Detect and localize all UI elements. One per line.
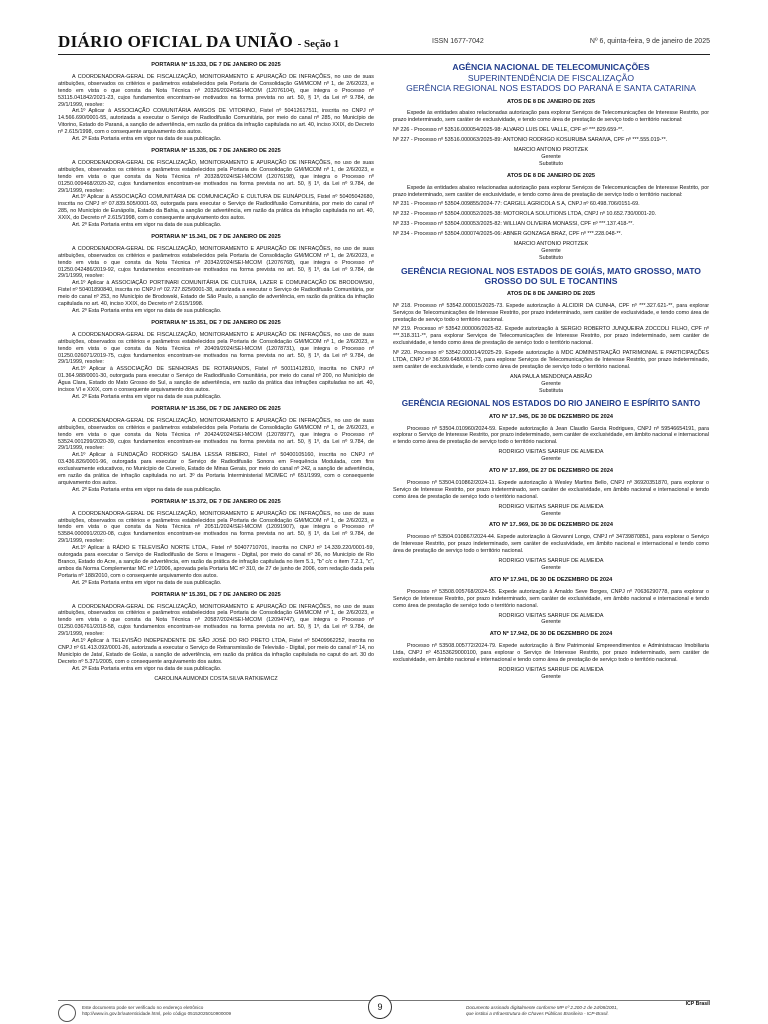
signature-role: Gerente — [541, 510, 561, 517]
ato-title: ATO Nº 17..945, DE 30 DE DEZEMBRO DE 2024 — [488, 413, 613, 420]
page-header — [58, 30, 710, 55]
signature-name: RODRIGO VIEITAS SARRUF DE ALMEIDA — [498, 503, 604, 510]
portaria-body: A COORDENADORA-GERAL DE FISCALIZAÇÃO, MONITORAMENTO E APURAÇÃO DE INFRAÇÕES, no uso de suas atribuições, observados os critérios e parâmetros estabelecidos pela Portaria de Consolidação GM/MCOM nº 1, de 2/6/2023, e tendo em vista o que consta da Nota Técnica nº 20424/2024/SEI-MCOM (12078977), que integra o Processo nº 53524.001299/2020-39, cujos fundamentos encontram-se motivados na forma prevista no art. 50, § 1º, da Lei nº 9.784, de 29/1/1999, resolve: — [58, 417, 374, 452]
portaria-title: PORTARIA Nº 15.333, DE 7 DE JANEIRO DE 2025 — [151, 62, 281, 68]
ato-body: Processo nº 53504.010862/2024-11. Expede autorização à Wesley Martins Bello, CNPJ nº 36920351870, para explorar o Serviço de Interesse Restrito, por prazo indeterminado, sem caráter de exclusividade, em âmbito nacional e internacional e tendo como área de prestação de serviço todo o território nacional. — [393, 479, 709, 500]
ato-item: Nº 219. Processo nº 53542.000006/2025-82. Expede autorização à SERGIO ROBERTO JUNQUEIRA ZOCCOLI FILHO, CPF nº ***.318.311-**, para explorar Serviços de Telecomunicações de Interesse Restrito, por prazo indeterminado, sem caráter de exclusividade, e tendo como área de prestação de serviço todo o território nacional. — [393, 326, 709, 347]
atos-title: ATOS DE 8 DE JANEIRO DE 2025 — [506, 98, 596, 105]
footer-line: Este documento pode ser verificado no endereço eletrônico — [82, 1005, 204, 1010]
portaria-body: A COORDENADORA-GERAL DE FISCALIZAÇÃO, MONITORAMENTO E APURAÇÃO DE INFRAÇÕES, no uso de suas atribuições, observados os critérios e parâmetros estabelecidos pela Portaria de Consolidação GM/MCOM nº 1, de 2/6/2023, e tendo em vista o que consta da Nota Técnica nº 20342/2024/SEI-MCOM (12076768), que integra o Processo nº 01250.042486/2019-92, cujos fundamentos encontram-se motivados na forma prevista no art. 50, § 1º, da Lei nº 9.784, de 29/1/1999, resolve: — [58, 245, 374, 280]
portaria-art1: Art.1º Aplicar à TELEVISÃO INDEPENDENTE DE SÃO JOSÉ DO RIO PRETO LTDA, Fistel nº 50409962252, inscrita no CNPJ nº 61.413.092/0001-26, autorizada a executar o Serviço de Retransmissão de Televisão - Digital, por meio do canal nº 14, no Município de Jataí, Estado de Goiás, a sanção de advertência, em razão da prática da infração capitulada no caput do art. 30 do Decreto nº 5.371/2005, com o consequente arquivamento dos autos. — [58, 638, 374, 665]
atos-title: ATOS DE 8 DE JANEIRO DE 2025 — [506, 290, 596, 297]
page-footer — [58, 1000, 710, 1021]
ato-title: ATO Nº 17.941, DE 30 DE DEZEMBRO DE 2024 — [489, 576, 613, 583]
portaria-art2: Art. 2º Esta Portaria entra em vigor na data de sua publicação. — [72, 393, 222, 400]
rj-ato — [393, 522, 709, 571]
section-label: - Seção 1 — [297, 38, 340, 50]
ato-item: Nº 232 - Processo nº 53504.000052/2025-38: MOTOROLA SOLUTIONS LTDA, CNPJ nº 10.652.730/0001-20. — [393, 211, 657, 218]
portaria-art2: Art. 2º Esta Portaria entra em vigor na data de sua publicação. — [72, 222, 222, 229]
signature-name: RODRIGO VIEITAS SARRUF DE ALMEIDA — [498, 666, 604, 673]
atos-intro: Expede às entidades abaixo relacionadas autorização para explorar Serviços de Telecomunicações de Interesse Restrito, por prazo indeterminado, sem caráter de exclusividade, e tendo como área de prestação de serviço todo o território nacional: — [393, 184, 709, 198]
ato-item: Nº 233 - Processo nº 53504.000053/2025-82: WILLIAN OLIVEIRA MONASSI, CPF nº ***.137.418-**. — [393, 221, 634, 228]
portaria-art2: Art. 2º Esta Portaria entra em vigor na data de sua publicação. — [72, 136, 222, 143]
signature-name: RODRIGO VIEITAS SARRUF DE ALMEIDA — [498, 612, 604, 619]
portaria-art1: Art.1º Aplicar à ASSOCIAÇÃO COMUNITÁRIA DE COMUNICAÇÃO E CULTURA DE EUNÁPOLIS, Fistel nº 50405042680, inscrita no CNPJ nº 07.839.505/0001-93, outorgada para executar o Serviço de Radiodifusão Comunitária, por meio do canal nº 285, no Município de Eunápolis, Estado da Bahia, a sanção de advertência, em razão da prática da infração capitulada no art. 40, XXIX, do Decreto nº 2.615/1998, com o consequente arquivamento dos autos. — [58, 194, 374, 222]
icp-brasil-logo: ICP Brasil — [685, 1001, 710, 1007]
portaria-15341 — [58, 234, 374, 315]
portaria-15372 — [58, 499, 374, 587]
rj-ato — [393, 631, 709, 680]
signature-role: Gerente — [541, 673, 561, 680]
page-number: 9 — [368, 995, 392, 1019]
footer-verification — [82, 1005, 382, 1017]
signature-name: MARCIO ANTONIO PROTZEK — [513, 241, 589, 248]
rj-ato — [393, 577, 709, 626]
atos-title: ATOS DE 8 DE JANEIRO DE 2025 — [506, 172, 596, 179]
portaria-body: A COORDENADORA-GERAL DE FISCALIZAÇÃO, MONITORAMENTO E APURAÇÃO DE INFRAÇÕES, no uso de suas atribuições, observados os critérios e parâmetros estabelecidos pela Portaria de Consolidação GM/MCOM nº 1, de 2/6/2023, e tendo em vista o que consta da Nota Técnica nº 20587/2024/SEI-MCOM (12094747), que integra o Processo nº 01250.036761/2018-58, cujos fundamentos encontram-se motivados na forma prevista no art. 50, § 1º, da Lei nº 9.784, de 29/1/1999, resolve: — [58, 603, 374, 638]
ato-title: ATO Nº 17..899, DE 27 DE DEZEMBRO DE 2024 — [488, 468, 613, 475]
portaria-body: A COORDENADORA-GERAL DE FISCALIZAÇÃO, MONITORAMENTO E APURAÇÃO DE INFRAÇÕES, no uso de suas atribuições, observados os critérios e parâmetros estabelecidos pela Portaria de Consolidação GM/MCOM nº 1, de 2/6/2023, e tendo em vista o que consta da Nota Técnica nº 20328/2024/SEI-MCOM (12076198), que integra o Processo nº 01250.009468/2020-32, cujos fundamentos encontram-se motivados na forma prevista no art. 50, § 1º, da Lei nº 9.784, de 29/1/1999, resolve: — [58, 159, 374, 194]
footer-link[interactable]: http://www.in.gov.br/autenticidade.html, pelo código 05152025010900009 — [82, 1011, 232, 1016]
regional-heading-rj-es: GERÊNCIA REGIONAL NOS ESTADOS DO RIO JANEIRO E ESPÍRITO SANTO — [401, 398, 701, 408]
portaria-art2: Art. 2º Esta Portaria entra em vigor na data de sua publicação. — [72, 665, 222, 672]
portaria-art1: Art.1º Aplicar à FUNDAÇÃO RODRIGO SALIBA LESSA RIBEIRO, Fistel nº 50400105160, inscrita no CNPJ nº 03.436.826/0001-96, outorgada para executar o Serviço de Radiodifusão Sonora em Frequência Modulada, com fins exclusivamente educativos, no Município de Curvelo, Estado de Minas Gerais, por meio do canal nº 242, a sanção de advertência, em razão da prática de infração capitulada no art. 3º da Portaria Interministerial MC/MEC nº 651/1999, com o consequente arquivamento dos autos. — [58, 452, 374, 486]
portaria-art2: Art. 2º Esta Portaria entra em vigor na data de sua publicação. — [72, 308, 222, 314]
portaria-art1: Art.1º Aplicar à ASSOCIAÇÃO DE SENHORAS DE ROTARIANOS, Fistel nº 50011412810, inscrita no CNPJ nº 01.364.988/0001-30, outorgada para executar o Serviço de Radiodifusão Comunitária, por meio do canal nº 200, no Município de Água Clara, Estado do Mato Grosso do Sul, a sanção de advertência, em razão da prática das infrações capituladas no art. 40, incisos VI e XXIX, com o consequente arquivamento dos autos. — [58, 366, 374, 394]
atos-intro: Expede às entidades abaixo relacionadas autorização para explorar Serviços de Telecomunicações de Interesse Restrito, por prazo indeterminado, sem caráter de exclusividade, e tendo como área de prestação de serviço todo o território nacional: — [393, 110, 709, 124]
ato-item: Nº 218. Processo nº 53542.000015/2025-73. Expede autorização à ALCIDIR DA CUNHA, CPF nº ***.327.621-**, para explorar Serviços de Telecomunicações de Interesse Restrito, por prazo indeterminado, sem caráter de exclusividade, e tendo como área de prestação de serviço todo o território nacional. — [393, 302, 709, 323]
rj-ato — [393, 468, 709, 517]
signature-name: ANA PAULA MENDONÇA ABRÃO — [510, 373, 592, 380]
journal-title — [58, 32, 339, 52]
signature: CAROLINA AUMONDI COSTA SILVA RATKIEWICZ — [154, 675, 278, 682]
footer-signature-note — [466, 1005, 678, 1017]
issue-date: Nº 6, quinta-feira, 9 de janeiro de 2025 — [589, 38, 710, 45]
signature-name: RODRIGO VIEITAS SARRUF DE ALMEIDA — [498, 558, 604, 565]
signature-role: Gerente — [541, 565, 561, 571]
ato-body: Processo nº 53508.005772/2024-79. Expede autorização à Brw Patrimonial Empreendimentos e Administracao Imobiliaria Ltda, CNPJ nº 45153629000100, para explorar o Serviço de Interesse Restrito, por prazo indeterminado, sem caráter de exclusividade, em âmbito nacional e internacional e tendo como área de prestação de serviço todo o território nacional. — [393, 643, 709, 664]
agency-heading: AGÊNCIA NACIONAL DE TELECOMUNICAÇÕES — [452, 62, 650, 72]
left-column — [58, 62, 374, 683]
portaria-art1: Art.1º Aplicar à ASSOCIAÇÃO PORTINARI COMUNITÁRIA DE CULTURA, LAZER E COMUNICAÇÃO DE BRODOWSKI, Fistel nº 50401890840, inscrita no CNPJ nº 02.727.825/0001-38, autorizada a executar o Serviço de Radiodifusão Comunitária, por meio do canal nº 253, no Município de Brodowski, Estado de São Paulo, a sanção de advertência, em razão da prática da infração capitulada no art. 40, inciso XXIX, do Decreto nº 2.615/1998. — [58, 280, 374, 308]
journal-name: DIÁRIO OFICIAL DA UNIÃO — [58, 32, 294, 51]
signature-role: Gerente — [541, 456, 561, 463]
signature-role: Gerente — [541, 248, 561, 254]
signature-role: Substituto — [539, 254, 563, 261]
regional-heading-pr-sc: GERÊNCIA REGIONAL NOS ESTADOS DO PARANÁ E SANTA CATARINA — [406, 83, 696, 93]
issn: ISSN 1677-7042 — [432, 38, 484, 45]
ato-body: Processo nº 53508.005768/2024-55. Expede autorização à Arnaldo Seve Borges, CNPJ nº 70636290778, para explorar o Serviço de Interesse Restrito, por prazo indeterminado, sem caráter de exclusividade, em âmbito nacional e internacional e tendo como área de prestação de serviço todo o território nacional. — [393, 588, 709, 609]
ato-item: Nº 227 - Processo nº 53516.000063/2025-89: ANTONIO RODRIGO KOSURUBA SARAIVA, CPF nº ***.555.019-**. — [393, 137, 668, 144]
portaria-15335 — [58, 148, 374, 229]
signature-role: Substituto — [539, 160, 563, 167]
portaria-title: PORTARIA Nº 15.351, DE 7 DE JANEIRO DE 2025 — [151, 319, 281, 326]
footer-line: que institui a Infraestrutura de Chaves Públicas Brasileira - ICP-Brasil. — [466, 1011, 609, 1016]
superintendence-heading: SUPERINTENDÊNCIA DE FISCALIZAÇÃO — [467, 72, 635, 83]
portaria-art1: Art.1º Aplicar à RÁDIO E TELEVISÃO NORTE LTDA., Fistel nº 50407710701, inscrita no CNPJ nº 14.339.220/0001-59, outorgada para executar o Serviço de Radiodifusão de Sons e Imagens - Digital, por meio do canal nº 36, no Município de Rio Branco, Estado do Acre, a sanção de advertência, em razão da prática de infração capitulada no item 5.1, "b" c/c o item 7.2.1, "c", ambos da Norma Complementar MC nº 1/2006, aprovada pela Portaria MC nº 310, de 27 de junho de 2006, com redação dada pela Portaria nº 188/2010, com o consequente arquivamento dos autos. — [58, 545, 374, 579]
portaria-body: A COORDENADORA-GERAL DE FISCALIZAÇÃO, MONITORAMENTO E APURAÇÃO DE INFRAÇÕES, no uso de suas atribuições, observados os critérios e parâmetros estabelecidos pela Portaria de Consolidação GM/MCOM nº 1, de 2/6/2023, e tendo em vista o que consta da Nota Técnica nº 20511/2024/SEI-MCOM (12091907), que integra o Processo nº 53584.000091/2020-08, cujos fundamentos encontram-se motivados na forma prevista no art. 50, § 1º, da Lei nº 9.784, de 29/1/1999, resolve: — [58, 510, 374, 545]
portaria-title: PORTARIA Nº 15.341, DE 7 DE JANEIRO DE 2025 — [151, 233, 281, 240]
ato-title: ATO Nº 17..969, DE 30 DE DEZEMBRO DE 2024 — [488, 522, 613, 529]
portaria-title: PORTARIA Nº 15.335, DE 7 DE JANEIRO DE 2025 — [151, 147, 281, 154]
portaria-title: PORTARIA Nº 15.356, DE 7 DE JANEIRO DE 2025 — [151, 405, 281, 412]
signature-role: Gerente — [541, 153, 561, 160]
portaria-title: PORTARIA Nº 15.372, DE 7 DE JANEIRO DE 2025 — [151, 498, 281, 505]
ato-item: Nº 234 - Processo nº 53504.000074/2025-06: ABNER GONZAGA BRAZ, CPF nº ***.228.048-**. — [393, 231, 623, 238]
ato-body: Processo nº 53504.010867/2024-44. Expede autorização à Giovanni Longo, CNPJ nº 34739870851, para explorar o Serviço de Interesse Restrito, por prazo indeterminado, sem caráter de exclusividade, em âmbito nacional e internacional e tendo como área de prestação de serviço todo o território nacional. — [393, 534, 709, 555]
signature-name: RODRIGO VIEITAS SARRUF DE ALMEIDA — [498, 449, 604, 456]
ato-item: Nº 231 - Processo nº 53504.009855/2024-77: CARGILL AGRICOLA S A, CNPJ nº 60.498.706/0151-69. — [393, 201, 640, 208]
coat-of-arms-icon — [58, 1004, 76, 1022]
regional-heading-go-mt: GERÊNCIA REGIONAL NOS ESTADOS DE GOIÁS, MATO GROSSO, MATO GROSSO DO SUL E TOCANTINS — [400, 265, 701, 286]
ato-item: Nº 220. Processo nº 53542.000014/2025-29. Expede autorização à MDC ADMINISTRAÇÃO PATRIMONIAL E PARTICIPAÇÕES LTDA, CNPJ nº 36.599.648/0001-73, para explorar Serviços de Telecomunicações de Interesse Restrito, por prazo indeterminado, sem caráter de exclusividade, e tendo como área de prestação de serviço todo o território nacional. — [393, 350, 709, 370]
portaria-15356 — [58, 406, 374, 494]
signature-name: MARCIO ANTONIO PROTZEK — [513, 147, 589, 154]
signature-role: Substituta — [539, 387, 563, 394]
ato-title: ATO Nº 17.942, DE 30 DE DEZEMBRO DE 2024 — [489, 631, 613, 638]
portaria-art2: Art. 2º Esta Portaria entra em vigor na data de sua publicação. — [72, 579, 222, 586]
signature-role: Gerente — [541, 619, 561, 626]
right-column — [393, 62, 709, 681]
portaria-body: A COORDENADORA-GERAL DE FISCALIZAÇÃO, MONITORAMENTO E APURAÇÃO DE INFRAÇÕES, no uso de suas atribuições, observados os critérios e parâmetros estabelecidos pela Portaria de Consolidação GM/MCOM nº 1, de 2/6/2023, e tendo em vista o que consta da Nota Técnica nº 20409/2024/SEI-MCOM (12078731), que integra o Processo nº 01250.026071/2019-75, cujos fundamentos encontram-se motivados na forma prevista no art. 50, § 1º, da Lei nº 9.784, de 29/1/1999, resolve: — [58, 331, 374, 366]
portaria-body: A COORDENADORA-GERAL DE FISCALIZAÇÃO, MONITORAMENTO E APURAÇÃO DE INFRAÇÕES, no uso de suas atribuições, observados os critérios e parâmetros estabelecidos pela Portaria de Consolidação GM/MCOM nº 1, de 2/6/2023, e tendo em vista o que consta da Nota Técnica nº 20326/2024/SEI-MCOM (12076104), que integra o Processo nº 53115.041842/2021-23, cujos fundamentos encontram-se motivados na forma prevista no art. 50, § 1º, da Lei nº 9.784, de 29/1/1999, resolve: — [58, 73, 374, 108]
footer-line: Documento assinado digitalmente conforme MP nº 2.200-2 de 24/08/2001, — [466, 1005, 618, 1010]
ato-item: Nº 226 - Processo nº 53516.000054/2025-98: ALVARO LUIS DEL VALLE, CPF nº ***.829.659-**. — [393, 127, 624, 134]
ato-body: Processo nº 53504.010960/2024-59. Expede autorização à Jean Claudio Garcia Rodrigues, CNPJ nº 59546654191, para explorar o Serviço de Interesse Restrito, por prazo indeterminado, sem caráter de exclusividade, em âmbito nacional e internacional e tendo como área de prestação de serviço todo o território nacional. — [393, 425, 709, 446]
portaria-15333 — [58, 62, 374, 143]
portaria-art2: Art. 2º Esta Portaria entra em vigor na data de sua publicação. — [72, 486, 222, 493]
portaria-title: PORTARIA Nº 15.391, DE 7 DE JANEIRO DE 2025 — [151, 591, 281, 598]
portaria-15391 — [58, 592, 374, 673]
portaria-15351 — [58, 320, 374, 401]
rj-ato — [393, 414, 709, 463]
signature-role: Gerente — [541, 380, 561, 387]
portaria-art1: Art.1º Aplicar à ASSOCIAÇÃO COMUNITÁRIA AMIGOS DE VITORINO, Fistel nº 50412617511, inscrita no CNPJ nº 14.566.690/0001-55, autorizada a executar o Serviço de Radiodifusão Comunitária, por meio do canal nº 285, no Município de Vitorino, Estado do Paraná, a sanção de advertência, em razão da prática da infração capitulada no art. 40, inciso XXIX, do Decreto nº 2.615/1998, com o consequente arquivamento dos autos. — [58, 108, 374, 136]
